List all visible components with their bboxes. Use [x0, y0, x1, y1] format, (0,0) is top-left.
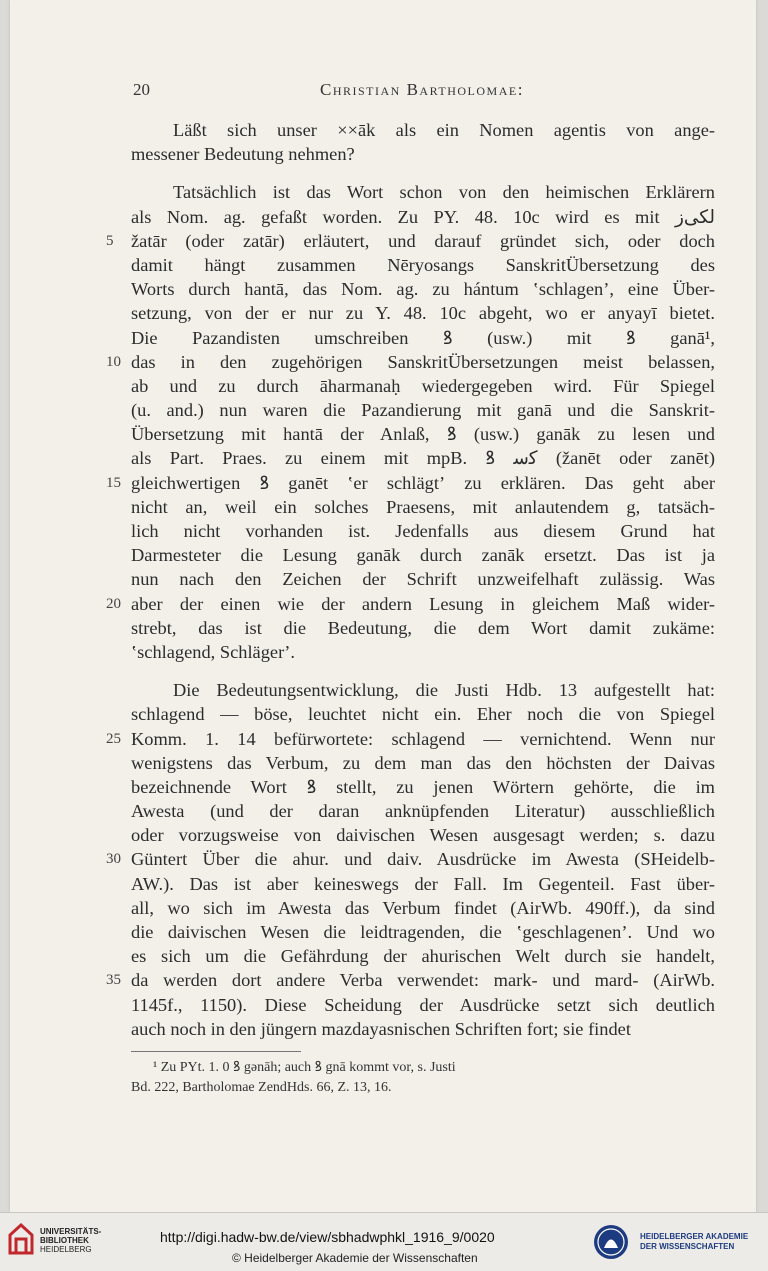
paragraph: [10, 678, 756, 1041]
running-header: [10, 80, 756, 100]
text-line: ʽschlagend, Schlägerʼ.: [131, 641, 295, 662]
text-line: setzung, von der er nur zu Y. 48. 10c abgeht, wo er anyayī bietet.: [131, 303, 715, 324]
library-name-line: UNIVERSITÄTS-: [40, 1227, 102, 1236]
text-line: damit hängt zusammen Nēryosangs SanskritÜbersetzung des: [131, 254, 715, 275]
library-name-line: BIBLIOTHEK: [40, 1236, 89, 1245]
permalink-url[interactable]: http://digi.hadw-bw.de/view/sbhadwphkl_1916_9/0020: [160, 1229, 495, 1245]
text-line: das in den zugehörigen SanskritÜbersetzungen meist belassen, 10: [10, 350, 715, 374]
text-line: žatār (oder zatār) erläutert, und darauf gründet sich, oder doch 5: [10, 229, 715, 253]
academy-name-line: DER WISSENSCHAFTEN: [640, 1242, 735, 1251]
text-line: die daivischen Wesen die leidtragenden, die ʽgeschlagenenʼ. Und wo: [131, 922, 715, 942]
academy-name[interactable]: [640, 1232, 748, 1252]
footnote-line: ¹ Zu PYt. 1. 0 ꝸ gənāh; auch ꝸ gnā kommt vor, s. Justi: [153, 1060, 456, 1075]
line-number: 5: [106, 232, 114, 249]
text-line: Komm. 1. 14 befürwortete: schlagend — vernichtend. Wenn nur 25: [10, 727, 715, 751]
footnote-rule: [131, 1051, 301, 1052]
scanned-page: [10, 0, 756, 1212]
text-line: (u. and.) nun waren die Pazandierung mit ganā und die Sanskrit-: [131, 400, 715, 421]
text-line: auch noch in den jüngern mazdayasnischen Schriften fort; sie findet: [131, 1018, 631, 1039]
text-line: als Part. Praes. zu einem mit mpB. ꝸ ﮐﺳ (žanēt oder zanēt): [131, 448, 715, 469]
text-line: Güntert Über die ahur. und daiv. Ausdrücke im Awesta (SHeidelb- 30: [10, 847, 715, 871]
academy-seal-icon[interactable]: [592, 1223, 630, 1261]
text-line: messener Bedeutung nehmen?: [131, 144, 355, 165]
text-line: strebt, das ist die Bedeutung, die dem Wort damit zukäme:: [131, 617, 715, 638]
paragraph: [10, 118, 756, 166]
text-line: Tatsächlich ist das Wort schon von den heimischen Erklärern: [173, 182, 715, 203]
text-line: schlagend — böse, leuchtet nicht ein. Eher noch die von Spiegel: [131, 704, 715, 725]
text-line: oder vorzugsweise von daivischen Wesen ausgesagt werden; s. dazu: [131, 825, 715, 846]
text-line: nicht an, weil ein solches Praesens, mit anlautendem g, tatsäch-: [131, 496, 715, 517]
text-line: gleichwertigen ꝸ ganēt ʽer schlägtʼ zu erklären. Das geht aber 15: [10, 471, 715, 495]
text-line: AW.). Das ist aber keineswegs der Fall. Im Gegenteil. Fast über-: [131, 873, 715, 894]
library-name-line: HEIDELBERG: [40, 1245, 92, 1254]
text-line: als Nom. ag. gefaßt worden. Zu PY. 48. 10c wird es mit ﻟﮑﯽﺯ: [131, 206, 715, 227]
text-line: Darmesteter die Lesung ganāk durch zanāk ersetzt. Das ist ja: [131, 545, 715, 566]
text-line: 1145f., 1150). Diese Scheidung der Ausdrücke setzt sich deutlich: [131, 994, 715, 1015]
page-number: 20: [133, 80, 150, 99]
line-number: 25: [106, 730, 121, 747]
line-number: 35: [106, 972, 121, 989]
running-title: Christian Bartholomae:: [320, 80, 524, 99]
text-line: Die Pazandisten umschreiben ꝸ (usw.) mit ꝸ ganā¹,: [131, 327, 715, 348]
text-line: Übersetzung mit hantā der Anlaß, ꝸ (usw.) ganāk zu lesen und: [131, 424, 715, 445]
copyright-notice: © Heidelberger Akademie der Wissenschaften: [232, 1251, 478, 1265]
text-line: Awesta (und der daran anknüpfenden Literatur) ausschließlich: [131, 801, 715, 822]
text-line: aber der einen wie der andern Lesung in gleichem Maß wider- 20: [10, 592, 715, 616]
text-line: lich nicht vorhanden ist. Jedenfalls aus diesem Grund hat: [131, 521, 715, 541]
text-line: nun nach den Zeichen der Schrift unzweifelhaft zulässig. Was: [131, 569, 715, 590]
text-line: da werden dort andere Verba verwendet: mark- und mard- (AirWb. 35: [10, 968, 715, 992]
line-number: 30: [106, 851, 121, 868]
text-line: Die Bedeutungsentwicklung, die Justi Hdb. 13 aufgestellt hat:: [173, 680, 715, 701]
academy-name-line: HEIDELBERGER AKADEMIE: [640, 1232, 749, 1241]
university-library-logo-icon[interactable]: [8, 1223, 34, 1255]
line-number: 15: [106, 474, 121, 491]
library-name[interactable]: [40, 1227, 101, 1254]
text-line: wenigstens das Verbum, zu dem man das den höchsten der Daivas: [131, 752, 715, 773]
body-text: [10, 118, 756, 1055]
viewer-footer: [0, 1212, 768, 1271]
footnote-line: Bd. 222, Bartholomae ZendHds. 66, Z. 13, 16.: [131, 1080, 392, 1095]
footnote: [131, 1058, 721, 1098]
text-line: ab und zu durch āharmanaḥ wiedergegeben wird. Für Spiegel: [131, 375, 715, 396]
text-line: es sich um die Gefährdung der ahurischen Welt durch sie handelt,: [131, 946, 715, 967]
paragraph: [10, 180, 756, 664]
line-number: 10: [106, 353, 121, 370]
text-line: Worts durch hantā, das Nom. ag. zu hántum ʽschlagenʼ, eine Über-: [131, 279, 715, 300]
text-line: Läßt sich unser ××āk als ein Nomen agentis von ange-: [173, 120, 715, 140]
line-number: 20: [106, 595, 121, 612]
text-line: bezeichnende Wort ꝸ stellt, zu jenen Wörtern gehörte, die im: [131, 776, 715, 797]
text-line: all, wo sich im Awesta das Verbum findet (AirWb. 490ff.), da sind: [131, 897, 715, 918]
